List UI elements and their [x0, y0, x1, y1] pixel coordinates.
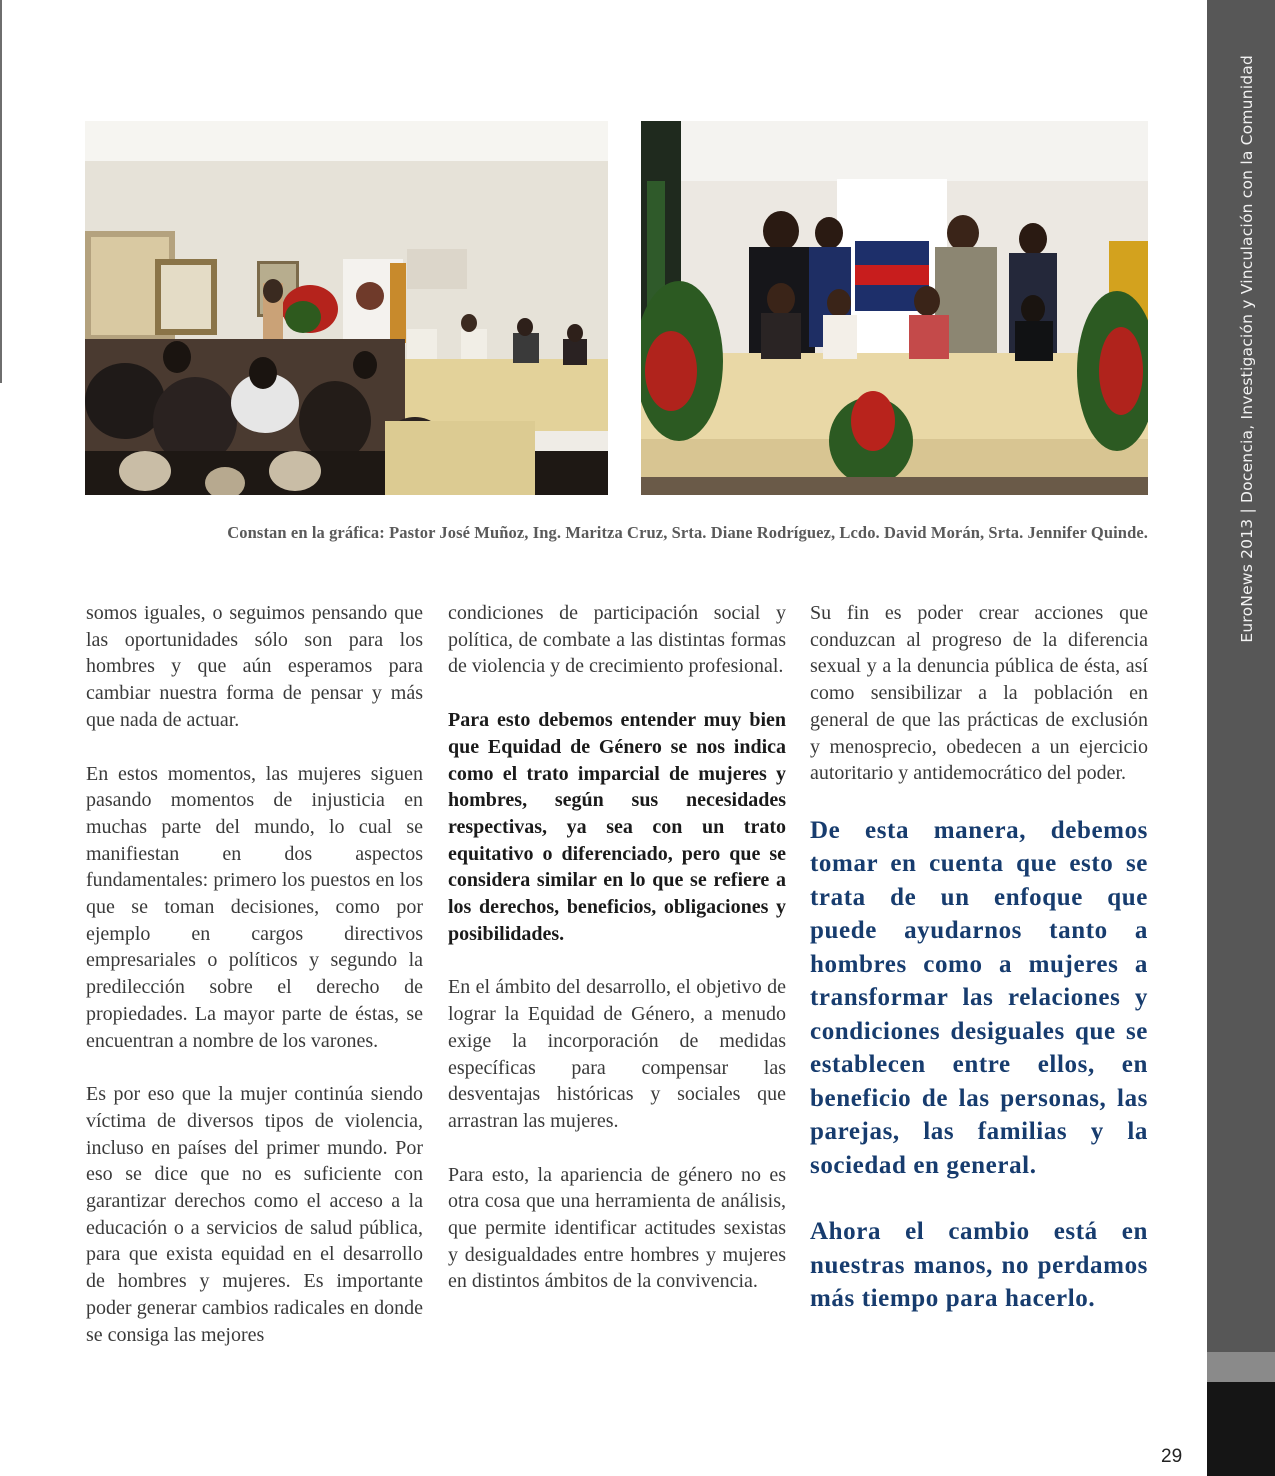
article-column-1 [86, 600, 423, 1375]
article-column-3 [810, 600, 1148, 1349]
event-photo-audience [85, 121, 608, 495]
photo-caption: Constan en la gráfica: Pastor José Muñoz, Ing. Maritza Cruz, Srta. Diane Rodríguez, Lcdo. David Morán, Srta. Jennifer Quinde. [227, 523, 1148, 542]
side-band-accent-light [1207, 1352, 1275, 1382]
paragraph: En estos momentos, las mujeres siguen pasando momentos de injusticia en muchas parte del mundo, lo cual se manifiestan en dos aspectos fundamentales: primero los puestos en los que se toman decisiones, como por ejemplo en cargos directivos empresariales o políticos y segundo la predilección sobre el derecho de propiedades. La mayor parte de éstas, se encuentran a nombre de los varones. [86, 762, 423, 1052]
highlight-paragraph: Ahora el cambio está en nuestras manos, no perdamos más tiempo para hacerlo. [810, 1218, 1148, 1313]
paragraph: condiciones de participación social y política, de combate a las distintas formas de violencia y de crecimiento profesional. [448, 602, 786, 678]
highlight-paragraph: De esta manera, debemos tomar en cuenta que esto se trata de un enfoque que puede ayudarnos tanto a hombres como a mujeres a transformar las relaciones y condiciones desiguales que se establecen entre ellos, en beneficio de las personas, las parejas, las familias y la sociedad en general. [810, 816, 1148, 1179]
page-number: 29 [1161, 1446, 1183, 1467]
running-header-text: EuroNews 2013 | Docencia, Investigación y Vinculación con la Comunidad [1238, 55, 1256, 643]
paragraph: Para esto, la apariencia de género no es otra cosa que una herramienta de análisis, que permite identificar actitudes sexistas y desigualdades entre hombres y mujeres en distintos ámbitos de la convivencia. [448, 1163, 786, 1293]
paragraph: somos iguales, o seguimos pensando que las oportunidades sólo son para los hombres y que aún esperamos para cambiar nuestra forma de pensar y más que nada de actuar. [86, 602, 423, 731]
event-photo-panel [641, 121, 1148, 495]
running-header [1238, 55, 1256, 643]
paragraph: Su fin es poder crear acciones que conduzcan al progreso de la diferencia sexual y a la denuncia pública de ésta, así como sensibilizar a la población en general de que las prácticas de exclusión y menosprecio, obedecen a un ejercicio autoritario y antidemocrático del poder. [810, 602, 1148, 785]
article-column-2 [448, 600, 786, 1322]
bold-paragraph: Para esto debemos entender muy bien que Equidad de Género se nos indica como el trato imparcial de mujeres y hombres, según sus necesidades respectivas, ya sea con un trato equitativo o diferenciado, pero que se considera similar en lo que se refiere a los derechos, beneficios, obligaciones y posibilidades. [448, 709, 786, 945]
side-band-accent-dark [1207, 1382, 1275, 1476]
paragraph: Es por eso que la mujer continúa siendo víctima de diversos tipos de violencia, incluso en países del primer mundo. Por eso se dice que no es suficiente con garantizar derechos como el acceso a la educación o a servicios de salud pública, para que exista equidad en el desarrollo de hombres y mujeres. Es importante poder generar cambios radicales en donde se consiga las mejores [86, 1083, 423, 1346]
paragraph: En el ámbito del desarrollo, el objetivo de lograr la Equidad de Género, a menudo exige la incorporación de medidas específicas para compensar las desventajas históricas y sociales que arrastran las mujeres. [448, 976, 786, 1132]
left-margin-rule [0, 0, 2, 383]
